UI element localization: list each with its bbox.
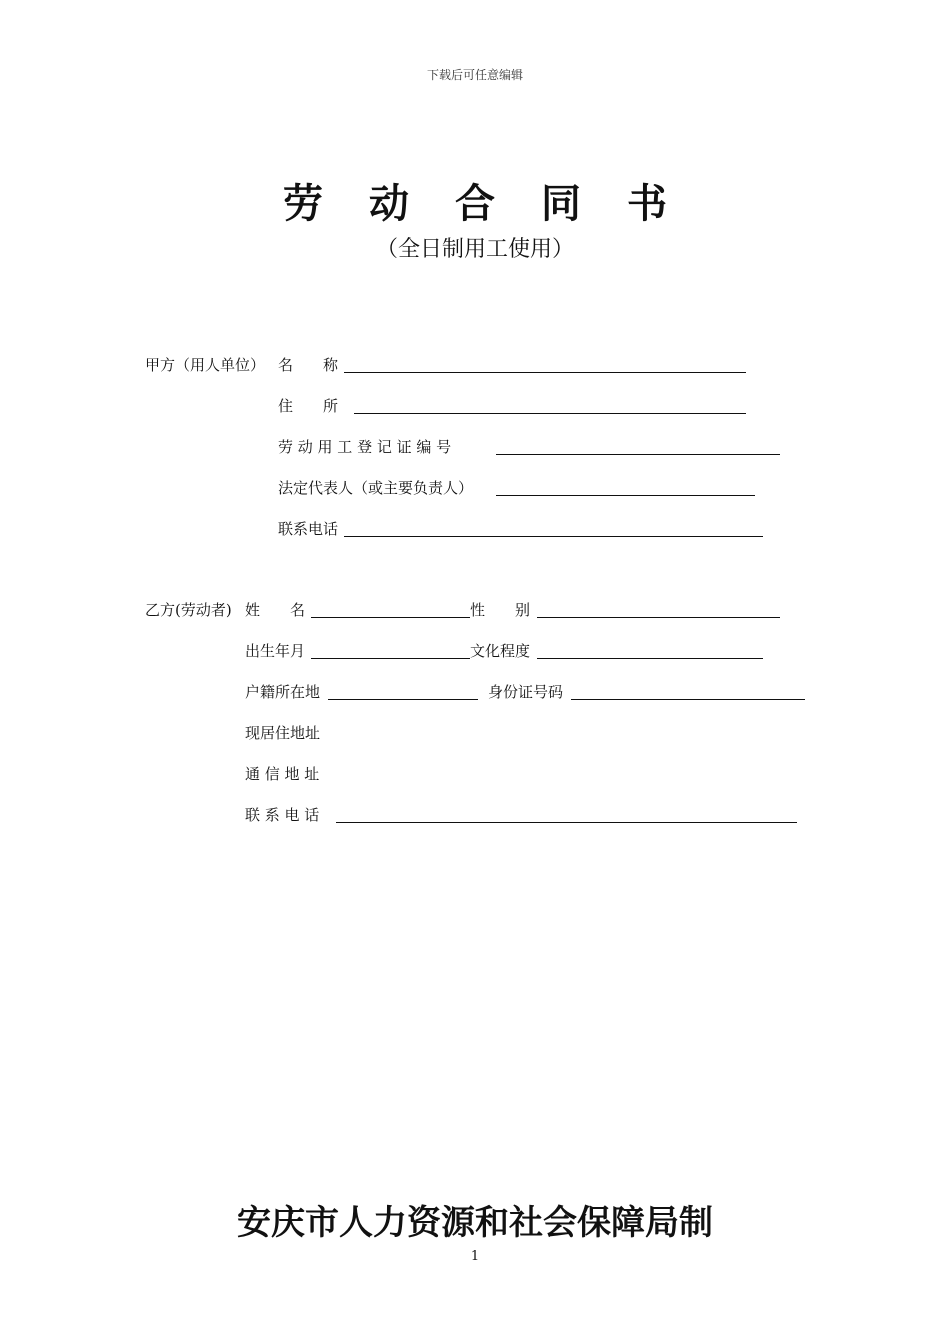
party-a-legal-rep-field[interactable] <box>496 495 755 496</box>
party-b-id-field[interactable] <box>571 699 805 700</box>
party-b-phone-field[interactable] <box>336 822 797 823</box>
party-b-name-field[interactable] <box>311 617 470 618</box>
party-b-birth-label: 出生年月 <box>245 642 306 660</box>
party-a-address-label: 住 所 <box>278 397 339 415</box>
document-title: 劳动合同书 <box>283 181 713 227</box>
party-b-education-field[interactable] <box>537 658 763 659</box>
party-b-gender-field[interactable] <box>537 617 780 618</box>
party-a-reg-cert-label: 劳 动 用 工 登 记 证 编 号 <box>278 438 452 456</box>
document-subtitle: （全日制用工使用） <box>375 237 574 262</box>
party-b-gender-label: 性 别 <box>470 601 531 619</box>
party-b-id-label: 身份证号码 <box>488 683 564 701</box>
party-b-heading: 乙方(劳动者) <box>145 601 232 619</box>
party-a-heading: 甲方（用人单位） <box>145 356 266 374</box>
party-a-reg-cert-field[interactable] <box>496 454 780 455</box>
party-a-name-label: 名 称 <box>278 356 339 374</box>
party-a-legal-rep-label: 法定代表人（或主要负责人） <box>278 479 474 497</box>
party-b-phone-label: 联 系 电 话 <box>245 806 320 824</box>
party-b-name-label: 姓 名 <box>245 601 306 619</box>
party-a-phone-field[interactable] <box>344 536 763 537</box>
party-b-birth-field[interactable] <box>311 658 470 659</box>
party-b-hukou-field[interactable] <box>328 699 478 700</box>
issuing-organization: 安庆市人力资源和社会保障局制 <box>237 1203 713 1243</box>
party-a-address-field[interactable] <box>354 413 746 414</box>
party-b-mail-label: 通 信 地 址 <box>245 765 320 783</box>
header-note: 下载后可任意编辑 <box>426 68 523 82</box>
page-number: 1 <box>470 1249 480 1264</box>
party-a-phone-label: 联系电话 <box>278 520 339 538</box>
party-a-name-field[interactable] <box>344 372 746 373</box>
party-b-education-label: 文化程度 <box>470 642 531 660</box>
party-b-residence-label: 现居住地址 <box>245 724 321 742</box>
party-b-hukou-label: 户籍所在地 <box>245 683 321 701</box>
